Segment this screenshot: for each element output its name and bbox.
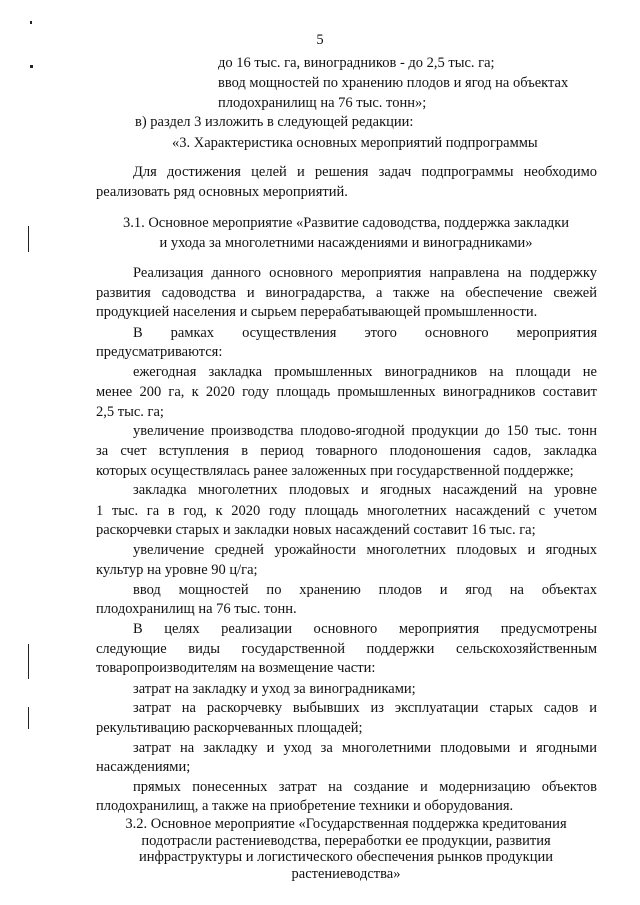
text-line: увеличение производства плодово-ягодной продукции до 150 тыс. тонн xyxy=(133,423,597,439)
list-item: прямых понесенных затрат на создание и модернизацию объектов xyxy=(133,778,597,795)
list-item: рекультивацию раскорчеванных площадей; xyxy=(96,719,363,736)
text-line: 1 тыс. га в год, к 2020 году площадь многолетних насаждений с учетом xyxy=(96,502,597,519)
text-line: которых осуществлялась ранее заложенных при государственной поддержке; xyxy=(96,462,574,479)
text-line: В целях реализации основного мероприятия предусмотрены xyxy=(133,621,597,638)
subsection-heading: 3.2. Основное мероприятие «Государственная поддержка кредитования xyxy=(125,815,567,832)
list-item: насаждениями; xyxy=(96,759,191,776)
page-number: 5 xyxy=(316,32,324,48)
subsection-heading: и ухода за многолетними насаждениями и виноградниками» xyxy=(159,234,533,251)
scan-mark xyxy=(28,226,29,252)
list-item: плодохранилищ, а также на приобретение техники и оборудования. xyxy=(96,798,514,815)
text-line: менее 200 га, к 2020 году площадь промышленных виноградников составит xyxy=(96,384,597,400)
text-line: следующие виды государственной поддержки сельскохозяйственным xyxy=(96,640,597,657)
text-line: В рамках осуществления этого основного мероприятия xyxy=(133,324,597,341)
text-line: предусматриваются: xyxy=(96,344,223,361)
list-item: затрат на раскорчевку выбывших из эксплуатации старых садов и xyxy=(133,700,597,717)
text-line: за счет вступления в период товарного плодоношения садов, закладка xyxy=(96,443,597,460)
text-line: товаропроизводителям на возмещение части: xyxy=(96,660,376,677)
text-line: закладка многолетних плодовых и ягодных насаждений на уровне xyxy=(133,482,597,499)
text-line: плодохранилищ на 76 тыс. тонн»; xyxy=(218,94,427,111)
text-line: 2,5 тыс. га; xyxy=(96,403,164,420)
text-line: увеличение средней урожайности многолетних плодовых и ягодных xyxy=(133,541,597,558)
text-line: культур на уровне 90 ц/га; xyxy=(96,562,258,578)
section-heading: «3. Характеристика основных мероприятий подпрограммы xyxy=(172,134,538,151)
text-line: ежегодная закладка промышленных виноградников на площади не xyxy=(133,363,597,380)
text-line: продукцией населения и сырьем перерабатывающей промышленности. xyxy=(96,304,538,321)
scan-mark xyxy=(30,65,33,68)
subsection-heading: растениеводства» xyxy=(291,866,401,882)
scan-mark xyxy=(30,21,32,24)
scan-mark xyxy=(28,707,29,729)
text-line: до 16 тыс. га, виноградников - до 2,5 тыс. га; xyxy=(218,55,495,71)
text-line: реализовать ряд основных мероприятий. xyxy=(96,183,348,200)
subsection-heading: инфраструктуры и логистического обеспечения рынков продукции xyxy=(138,849,553,866)
text-line: Реализация данного основного мероприятия направлена на поддержку xyxy=(133,265,597,282)
text-line: ввод мощностей по хранению плодов и ягод на объектах xyxy=(133,581,597,598)
subsection-heading: подотрасли растениеводства, переработки ее продукции, развития xyxy=(141,832,551,849)
list-item: затрат на закладку и уход за многолетними плодовыми и ягодными xyxy=(133,739,597,756)
list-item: затрат на закладку и уход за виноградниками; xyxy=(133,680,416,697)
subsection-heading: 3.1. Основное мероприятие «Развитие садоводства, поддержка закладки xyxy=(122,215,570,232)
text-line: развития садоводства и виноградарства, а также на обеспечение свежей xyxy=(96,284,597,301)
text-line: плодохранилищ на 76 тыс. тонн. xyxy=(96,600,297,617)
text-line: раскорчевки старых и закладки новых насаждений составит 16 тыс. га; xyxy=(96,522,536,539)
text-line: в) раздел 3 изложить в следующей редакции: xyxy=(135,114,414,131)
scan-mark xyxy=(28,644,29,679)
text-line: ввод мощностей по хранению плодов и ягод на объектах xyxy=(218,75,569,92)
text-line: Для достижения целей и решения задач подпрограммы необходимо xyxy=(133,164,597,181)
